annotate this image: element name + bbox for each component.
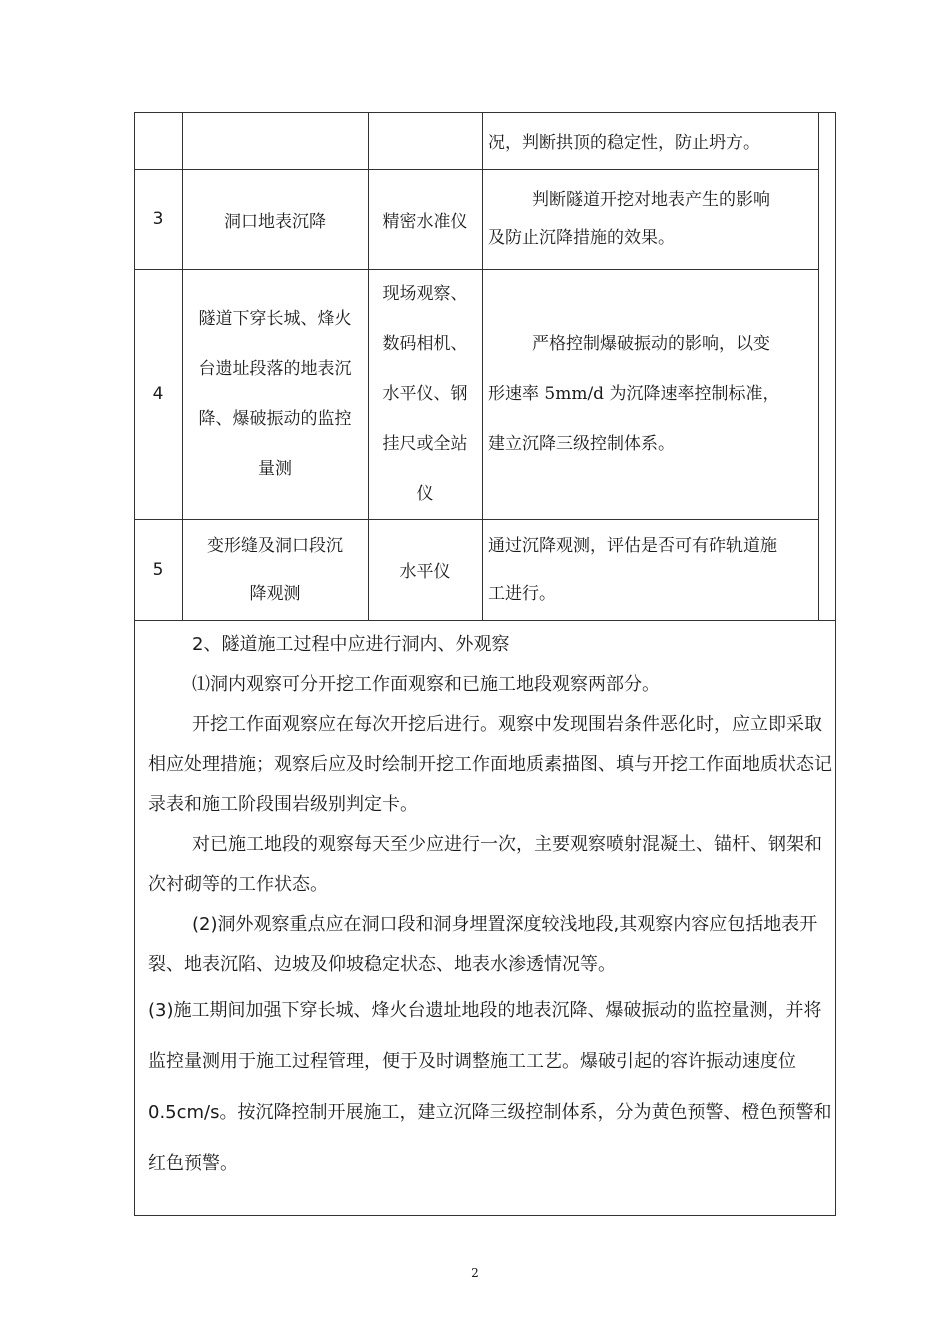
- table-row-2-item: 隧道下穿长城、烽火 台遗址段落的地表沉 降、爆破振动的监控 量测: [198, 309, 352, 479]
- table-row-3-purpose: 通过沉降观测，评估是否可有砟轨道施 工进行。: [488, 535, 777, 604]
- table-row-3-method: 水平仪: [399, 562, 451, 582]
- row-line-4: [134, 620, 836, 621]
- table-row-1-num: 3: [152, 209, 164, 229]
- paragraph-1: ⑴洞内观察可分开挖工作面观察和已施工地段观察两部分。: [192, 674, 660, 695]
- col-line-4: [818, 112, 819, 620]
- section-heading: 2、隧道施工过程中应进行洞内、外观察: [192, 634, 510, 655]
- table-row-2-method: 现场观察、 数码相机、 水平仪、钢 挂尺或全站 仪: [382, 284, 468, 504]
- table-row-2-num: 4: [152, 384, 164, 404]
- table-row-1-method: 精密水准仪: [382, 211, 468, 232]
- table-row-1-purpose: 判断隧道开挖对地表产生的影响 及防止沉降措施的效果。: [488, 190, 770, 248]
- table-row-2-purpose: 严格控制爆破振动的影响，以变 形速率 5mm/d 为沉降速率控制标准， 建立沉降三级控制体系。: [488, 334, 780, 454]
- table-row-0-purpose: 况，判断拱顶的稳定性，防止坍方。: [488, 133, 760, 153]
- body-text-block: [148, 625, 832, 1189]
- table-row-3-num: 5: [152, 559, 164, 580]
- paragraph-2: 开挖工作面观察应在每次开挖后进行。观察中发现围岩条件恶化时，应立即采取相应处理措施；观察后应及时绘制开挖工作面地质素描图、填与开挖工作面地质状态记录表和施工阶段围岩级别判定卡。: [148, 714, 832, 815]
- paragraph-5: (3)施工期间加强下穿长城、烽火台遗址地段的地表沉降、爆破振动的监控量测，并将监控量测用于施工过程管理，便于及时调整施工工艺。爆破引起的容许振动速度位 0.5cm/s。按沉降控制开展施工，建立沉降三级控制体系，分为黄色预警、橙色预警和红色预警。: [148, 1000, 832, 1174]
- page-number: 2: [471, 1266, 479, 1280]
- table-row-1-item: 洞口地表沉降: [224, 211, 326, 232]
- paragraph-3: 对已施工地段的观察每天至少应进行一次，主要观察喷射混凝土、锚杆、钢架和次衬砌等的工作状态。: [148, 834, 822, 895]
- paragraph-4: (2)洞外观察重点应在洞口段和洞身埋置深度较浅地段,其观察内容应包括地表开裂、地表沉陷、边坡及仰坡稳定状态、地表水渗透情况等。: [148, 914, 818, 975]
- col-line-3: [482, 112, 483, 620]
- table-row-3-item: 变形缝及洞口段沉 降观测: [207, 535, 343, 604]
